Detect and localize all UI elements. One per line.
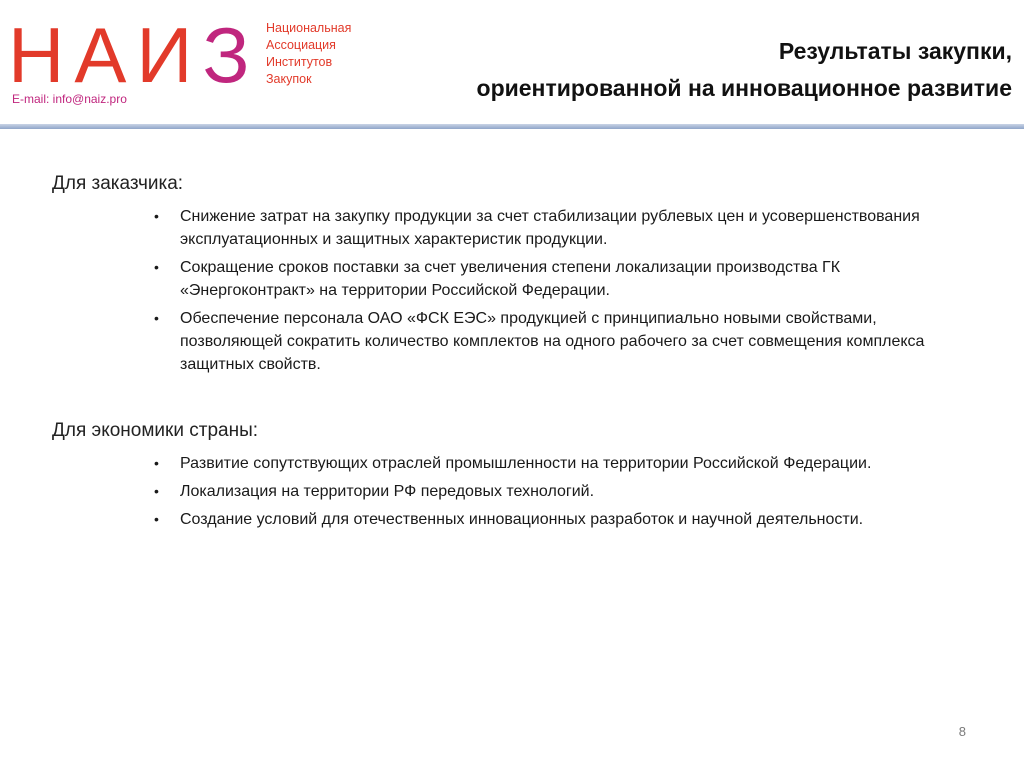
list-item-text: Обеспечение персонала ОАО «ФСК ЕЭС» продукцией с принципиально новыми свойствами, позволяющей сократить количество комплектов на одного рабочего за счет совмещения комплекса защитных свойств.	[180, 310, 925, 373]
list-item	[154, 307, 960, 376]
bullet-marker: •	[154, 455, 159, 471]
logo-letter-i: И	[136, 11, 203, 99]
bullet-marker: •	[154, 208, 159, 224]
section-heading-customer: Для заказчика:	[52, 173, 184, 194]
logo-subtitle-line: Национальная	[266, 21, 352, 35]
list-item-text: Снижение затрат на закупку продукции за счет стабилизации рублевых цен и усовершенствования эксплуатационных и защитных характеристик продукции.	[180, 208, 920, 248]
logo-subtitle-line: Ассоциация	[266, 38, 336, 52]
customer-benefits-list	[154, 205, 960, 381]
bullet-marker: •	[154, 259, 159, 275]
bullet-marker: •	[154, 511, 159, 527]
list-item-text: Создание условий для отечественных инновационных разработок и научной деятельности.	[180, 511, 864, 528]
title-divider	[0, 124, 1024, 129]
slide-header	[0, 0, 1024, 130]
logo-letter-n: Н	[8, 11, 75, 99]
logo-subtitle-line: Закупок	[266, 72, 312, 86]
section-heading-economy: Для экономики страны:	[52, 420, 259, 441]
contact-email: E-mail: info@naiz.pro	[12, 92, 127, 106]
slide-title	[477, 33, 1012, 107]
list-item-text: Сокращение сроков поставки за счет увеличения степени локализации производства ГК «Энергоконтракт» на территории Российской Федерации.	[180, 259, 841, 299]
list-item	[154, 480, 960, 503]
page-number: 8	[958, 724, 966, 739]
list-item	[154, 508, 960, 531]
list-item-text: Локализация на территории РФ передовых технологий.	[180, 483, 595, 500]
economy-benefits-list	[154, 452, 960, 536]
bullet-marker: •	[154, 310, 159, 326]
slide-title-line-1: Результаты закупки,	[778, 38, 1012, 64]
slide-title-line-2: ориентированной на инновационное развитие	[476, 75, 1012, 101]
list-item	[154, 452, 960, 475]
logo-letter-a: А	[74, 11, 137, 99]
logo-letter-z: З	[202, 11, 260, 99]
logo-subtitle-line: Институтов	[266, 55, 333, 69]
bullet-marker: •	[154, 483, 159, 499]
list-item-text: Развитие сопутствующих отраслей промышленности на территории Российской Федерации.	[180, 455, 872, 472]
list-item	[154, 256, 960, 302]
list-item	[154, 205, 960, 251]
logo-subtitle	[266, 20, 351, 88]
